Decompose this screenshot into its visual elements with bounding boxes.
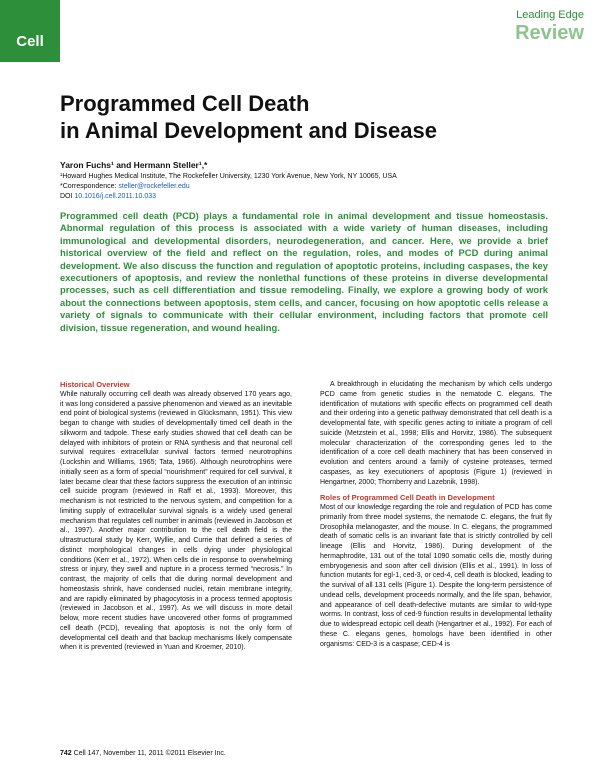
- article-meta: [60, 160, 550, 202]
- section-name: Review: [515, 22, 584, 44]
- right-column: [320, 380, 552, 649]
- affiliation: ¹Howard Hughes Medical Institute, The Rockefeller University, 1230 York Avenue, New York, NY 10065, USA: [60, 173, 397, 180]
- title-line-1: Programmed Cell Death: [60, 91, 310, 116]
- doi-link[interactable]: 10.1016/j.cell.2011.10.033: [74, 193, 156, 200]
- section-tag: [515, 8, 584, 44]
- section-kicker: Leading Edge: [516, 9, 584, 21]
- section-heading-roles-of-pcd: Roles of Programmed Cell Death in Development: [320, 493, 495, 503]
- right-column-paragraph-1: A breakthrough in elucidating the mechanism by which cells undergo PCD came from genetic studies in the nematode C. elegans. The identification of mutations with specific effects on programmed cell death and their ordering into a genetic pathway demonstrated that cell death is a developmental fate, with specific genes acting to initiate a program of cell suicide (Metzstein et al., 1998; Ellis and Horvitz, 1986). The subsequent molecular characterization of the corresponding genes led to the identification of a core cell death machinery that has been conserved in evolution and centers around a family of cysteine proteases, termed caspases, as key executioners of apoptosis (Figure 1) (reviewed in Hengartner, 2000; Thornberry and Lazebnik, 1998).: [320, 381, 552, 486]
- left-column: [60, 380, 292, 653]
- authors: Yaron Fuchs¹ and Hermann Steller¹,*: [60, 160, 208, 170]
- correspondence: [60, 182, 550, 192]
- section-heading-historical-overview: Historical Overview: [60, 380, 130, 389]
- left-column-body: While naturally occurring cell death was already observed 170 years ago, it was long considered a passive phenomenon and viewed as an inevitable end point of biological systems (reviewed in Glücksmann, 1951). This view began to change with studies of developmentally timed cell death in the silkworm and tadpole. These early studies showed that cell death can be delayed with inhibitors of protein or RNA synthesis and that neuronal cell survival requires extracellular survival factors termed neurotrophins (Lockshin and Williams, 1965; Tata, 1966). Although neurotrophins were initially seen as a form of special “nourishment” required for cell survival, it later became clear that these factors suppress the execution of an intrinsic cell suicide program (reviewed in Raff et al., 1993). Moreover, this mechanism is not restricted to the nervous system, and competition for a limiting supply of extracellular survival signals is a widely used general mechanism that regulates cell number in animals (reviewed in Jacobson et al., 1997). Another major contribution to the cell death field is the ultrastructural study by Kerr, Wyllie, and Currie that defined a series of distinct morphological changes in cells dying under physiological conditions (Kerr et al., 1972). When cells die in response to overwhelming stress or injury, they swell and rupture in a process termed “necrosis.” In contrast, the majority of cells that die during normal development and homeostasis shrink, have condensed nuclei, retain membrane integrity, and are rapidly eliminated by phagocytosis in a process termed apoptosis (reviewed in Jacobson et al., 1997). As we will discuss in more detail below, more recent studies have uncovered other forms of programmed cell death (PCD), revealing that apoptosis is not the only form of developmental cell death and that backup mechanisms likely compensate when it is prevented (reviewed in Yuan and Kroemer, 2010).: [60, 390, 292, 652]
- doi: [60, 192, 550, 202]
- doi-label: DOI: [60, 193, 75, 200]
- page-number: 742: [60, 750, 72, 757]
- right-column-body: Most of our knowledge regarding the role and regulation of PCD has come primarily from three model systems, the nematode C. elegans, the fruit fly Drosophila melanogaster, and the mouse. In C. elegans, the programmed death of somatic cells is an invariant fate that is strictly controlled by cell lineage (Ellis and Horvitz, 1986). During development of the hermaphrodite, 131 out of the total 1090 somatic cells die, mostly during embryogenesis and soon after cell division (Ellis et al., 1991). In loss of function mutants for egl-1, ced-3, or ced-4, cell death is blocked, leading to the survival of all 131 cells (Figure 1). Despite the long-term persistence of undead cells, development proceeds normally, and the life span, behavior, and appearance of cell death-defective mutants are similar to wild-type worms. In contrast, loss of ced-9 function results in developmental lethality due to widespread ectopic cell death (Hengartner et al., 1992). For each of these C. elegans genes, homologs have been identified in other organisms: CED-3 is a caspase; CED-4 is: [320, 504, 552, 648]
- correspondence-email-link[interactable]: steller@rockefeller.edu: [118, 183, 190, 190]
- correspondence-label: *Correspondence:: [60, 183, 119, 190]
- page-footer: [60, 750, 226, 757]
- abstract: Programmed cell death (PCD) plays a fundamental role in animal development and tissue homeostasis. Abnormal regulation of this process is associated with a wide variety of human diseases, including immunological and developmental disorders, neurodegeneration, and cancer. Here, we provide a brief historical overview of the field and reflect on the regulation, roles, and modes of PCD during animal development. We also discuss the function and regulation of apoptotic proteins, including caspases, the key executioners of apoptosis, and review the nonlethal functions of these proteins in diverse developmental processes, such as cell differentiation and tissue remodeling. Finally, we explore a growing body of work about the connections between apoptosis, stem cells, and cancer, focusing on how apoptotic cells release a variety of signals to communicate with their cellular environment, including factors that promote cell division, tissue regeneration, and wound healing.: [60, 210, 548, 333]
- title-line-2: in Animal Development and Disease: [60, 118, 437, 143]
- footer-citation: Cell 147, November 11, 2011 ©2011 Elsevier Inc.: [73, 750, 226, 757]
- journal-logo: Cell: [0, 0, 60, 62]
- article-title: [60, 90, 540, 144]
